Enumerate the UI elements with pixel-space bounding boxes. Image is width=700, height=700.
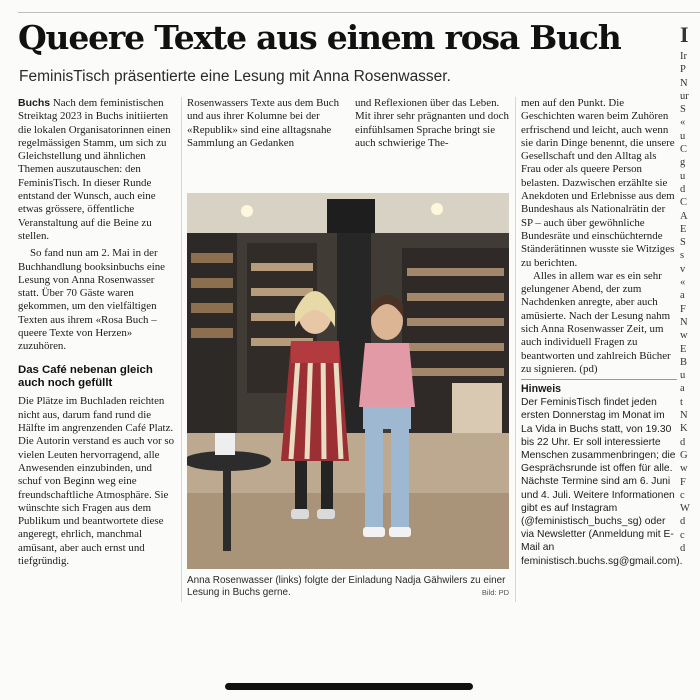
adjacent-fragment-glyph: P bbox=[680, 64, 686, 76]
adjacent-fragment-glyph: d bbox=[680, 516, 686, 528]
adjacent-fragment-glyph: g bbox=[680, 157, 686, 169]
adjacent-fragment-glyph: « bbox=[680, 277, 686, 289]
adjacent-fragment-glyph: C bbox=[680, 197, 688, 209]
adjacent-fragment-glyph: N bbox=[680, 410, 688, 422]
adjacent-fragment-glyph: G bbox=[680, 449, 688, 461]
paragraph-lead bbox=[18, 97, 177, 243]
adjacent-fragment-glyph: ur bbox=[680, 90, 689, 102]
adjacent-fragment-glyph: C bbox=[680, 144, 688, 156]
article-subhead: FeminisTisch präsentierte eine Lesung mit Anna Rosenwasser. bbox=[19, 68, 451, 85]
photo-credit: Bild: PD bbox=[481, 588, 509, 598]
adjacent-fragment-glyph: c bbox=[680, 529, 685, 541]
article-column-4 bbox=[521, 97, 683, 568]
adjacent-fragment-glyph: v bbox=[680, 263, 686, 275]
dateline-kicker: Buchs bbox=[18, 97, 51, 109]
adjacent-fragment-glyph: A bbox=[680, 210, 688, 222]
paragraph-3: Die Plätze im Buchladen reichten nicht aus, darum fand rund die Hälfte im angrenzenden Café Platz. Die Autorin verstand es auch vor so vielen Leuten hervorragend, alle Anwesenden einzubinden, und schuf von Beginn weg eine freundschaftliche Atmosphäre. Sie wünschte sich Fragen aus dem Publikum und beantwortete diese angeregt, ehrlich, manchmal amüsant, aber auch ernst und tiefgründig. bbox=[18, 395, 175, 568]
column-divider bbox=[515, 97, 516, 602]
paragraph-lead-text: Nach dem feministischen Streiktag 2023 in Buchs initiierten die lokalen Organisatorinnen einen regelmässigen Stamm, um sich zu Gleichstellung und ähnlichen Themen auszutauschen: den FeminisTisch. In dieser Runde entstand der Wunsch, auch eine etwas grössere, öffentliche Veranstaltung auf die Beine zu stellen. bbox=[18, 97, 171, 242]
info-box-heading: Hinweis bbox=[521, 383, 562, 396]
paragraph-col4-1: men auf den Punkt. Die Geschichten waren beim Zuhören erfrischend und leicht, auch wenn sie darin Dinge benennt, die unsere Gesellschaft und den Alltag als Frau oder als queere Person belasten. Dazwischen erzählte sie Anekdoten und Erlebnisse aus dem Bundeshaus als Nationalrätin der SP – auch über gewöhnliche Bundesräte und einschüchternde Ständerätinnen wusste sie Witziges zu berichten. bbox=[521, 97, 675, 269]
adjacent-fragment-glyph: Ir bbox=[680, 51, 687, 62]
adjacent-fragment-glyph: d bbox=[680, 436, 686, 448]
photo-caption-block bbox=[187, 575, 509, 600]
adjacent-fragment-glyph: S bbox=[680, 237, 686, 249]
adjacent-fragment-glyph: S bbox=[680, 104, 686, 116]
article-headline: Queere Texte aus einem rosa Buch bbox=[18, 18, 621, 57]
adjacent-fragment-glyph: N bbox=[680, 77, 688, 89]
column-divider bbox=[181, 97, 182, 602]
info-box-rule bbox=[521, 379, 677, 380]
adjacent-fragment-glyph: B bbox=[680, 356, 688, 368]
adjacent-fragment-glyph: c bbox=[680, 489, 685, 501]
photo-caption: Anna Rosenwasser (links) folgte der Einladung Nadja Gähwilers zu einer Lesung in Buchs gerne. bbox=[187, 575, 506, 599]
paragraph-col2: Rosenwassers Texte aus dem Buch und aus ihrer Kolumne bei der «Republik» sind eine alltagsnahe Sammlung an Gedanken bbox=[187, 97, 340, 149]
adjacent-fragment-glyph: W bbox=[680, 503, 690, 515]
info-box-text: Der FeminisTisch findet jeden ersten Donnerstag im Monat im La Vida in Buchs statt, von 19.30 bis 22 Uhr. Er soll interessierte Menschen zusammenbringen; die Gesprächsrunde ist offen für alle. Nächste Termine sind am 6. Juni und 4. Juli. Weitere Informationen gibt es auf Instagram (@feministisch_buchs_sg) oder via Newsletter (Anmeldung mit E-Mail an feministisch.buchs.sg@gmail.com). bbox=[521, 397, 683, 567]
article-column-2 bbox=[187, 97, 341, 150]
paragraph-col3: und Reflexionen über das Leben. Mit ihrer sehr prägnanten und doch einfühlsamen Sprache bringt sie auch schwierige The- bbox=[355, 97, 509, 149]
adjacent-fragment-glyph: N bbox=[680, 316, 688, 328]
adjacent-fragment-glyph: d bbox=[680, 542, 686, 554]
adjacent-fragment-glyph: a bbox=[680, 290, 685, 302]
adjacent-fragment-glyph: u bbox=[680, 130, 686, 142]
adjacent-fragment-glyph: F bbox=[680, 303, 686, 315]
bookstore-photo-illustration bbox=[187, 193, 509, 569]
section-heading: Das Café nebenan gleich auch noch gefüllt bbox=[18, 363, 153, 390]
adjacent-fragment-glyph: F bbox=[680, 476, 686, 488]
adjacent-fragment-glyph: u bbox=[680, 370, 686, 382]
adjacent-fragment-glyph: K bbox=[680, 423, 688, 435]
adjacent-fragment-glyph: u bbox=[680, 170, 686, 182]
adjacent-fragment-glyph: s bbox=[680, 250, 685, 262]
adjacent-fragment-glyph: t bbox=[680, 396, 683, 408]
article-column-1 bbox=[18, 97, 177, 568]
adjacent-fragment-glyph: E bbox=[680, 343, 687, 355]
paragraph-2: So fand nun am 2. Mai in der Buchhandlung booksinbuchs eine Lesung von Anna Rosenwasser statt. Über 70 Gäste waren gekommen, um den vielfältigen Texten aus ihrem «Rosa Buch – queere Texte von Herzen» zuzuhören. bbox=[18, 247, 166, 353]
adjacent-fragment-glyph: w bbox=[680, 330, 688, 342]
paragraph-col4-2: Alles in allem war es ein sehr gelungener Abend, der zum Nachdenken anregte, aber auch amüsierte. Nach der Lesung nahm sich Anna Rosenwasser Zeit, um auch individuell Fragen zu beantworten und zahlreich Bücher zu signieren. (pd) bbox=[521, 269, 671, 375]
adjacent-fragment-glyph: E bbox=[680, 223, 687, 235]
adjacent-fragment-glyph: w bbox=[680, 463, 688, 475]
adjacent-fragment-glyph: « bbox=[680, 117, 686, 129]
adjacent-fragment-glyph: I bbox=[680, 22, 689, 47]
horizontal-scrollbar[interactable] bbox=[225, 683, 473, 690]
adjacent-fragment-glyph: d bbox=[680, 183, 686, 195]
article-photo bbox=[187, 193, 509, 569]
top-rule bbox=[18, 12, 700, 13]
adjacent-article-fragment bbox=[680, 20, 700, 555]
article-column-3 bbox=[355, 97, 510, 150]
adjacent-fragment-glyph: a bbox=[680, 383, 685, 395]
